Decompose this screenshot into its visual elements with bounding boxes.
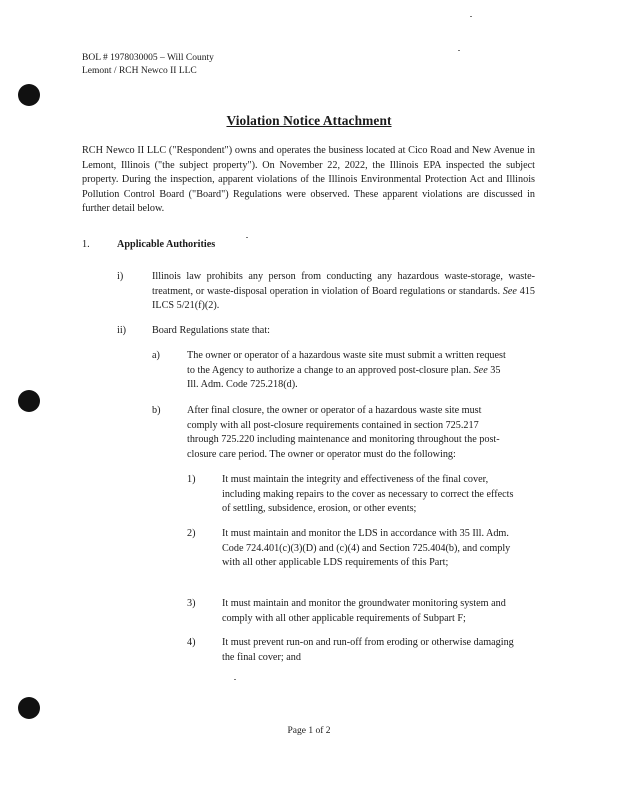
page-number-footer: Page 1 of 2 xyxy=(287,726,331,736)
item-ii-text: Board Regulations state that: xyxy=(152,325,270,336)
sub-item-text: It must maintain and monitor the groundwater monitoring system and comply with all other applicable requirements of Subpart F; xyxy=(222,598,506,624)
intro-paragraph: RCH Newco II LLC ("Respondent") owns and operates the business located at Cico Road and New Avenue in Lemont, Illinois ("the subject property"). On November 22, 2022, the Illinois EPA inspected the subject property. During the inspection, apparent violations of the Illinois Environmental Protection Act and Illinois Pollution Control Board ("Board") Regulations were observed. These apparent violations are discussed in further detail below. xyxy=(82,145,535,215)
scan-speck xyxy=(246,237,248,238)
punch-hole-top xyxy=(18,84,40,106)
sub-item-text: It must prevent run-on and run-off from eroding or otherwise damaging the final cover; and xyxy=(222,637,514,663)
item-i-body: Illinois law prohibits any person from conducting any hazardous waste-storage, waste-treatment, or waste-disposal operation in violation of Board regulations or standards. xyxy=(152,271,535,297)
sub-item-number: 1) xyxy=(187,474,196,485)
item-a-body: The owner or operator of a hazardous waste site must submit a written request to the Agency to authorize a change to an approved post-closure plan. xyxy=(187,350,506,376)
punch-hole-middle xyxy=(18,390,40,412)
item-b-text: After final closure, the owner or operator of a hazardous waste site must comply with all post-closure requirements contained in section 725.217 through 725.220 including maintenance and monitoring throughout the post-closure care period. The owner or operator must do the following: xyxy=(187,405,500,460)
sub-item-number: 2) xyxy=(187,528,196,539)
sub-item-number: 4) xyxy=(187,637,196,648)
item-b-number: b) xyxy=(152,405,161,416)
item-a-see: See xyxy=(473,364,488,376)
sub-item-number: 3) xyxy=(187,598,196,609)
scan-speck xyxy=(234,679,236,680)
document-header xyxy=(82,52,214,78)
section-number: 1. xyxy=(82,239,90,250)
section-title: Applicable Authorities xyxy=(117,239,216,250)
header-entity-line: Lemont / RCH Newco II LLC xyxy=(82,66,197,76)
punch-hole-bottom xyxy=(18,697,40,719)
sub-item-text: It must maintain the integrity and effectiveness of the final cover, including making repairs to the cover as necessary to correct the effects of settling, subsidence, erosion, or other events; xyxy=(222,474,514,515)
header-bol-line: BOL # 1978030005 – Will County xyxy=(82,53,214,63)
item-ii-number: ii) xyxy=(117,325,127,336)
item-i-number: i) xyxy=(117,271,124,282)
item-i-see: See xyxy=(502,285,517,297)
item-a-citation: 35 Ill. Adm. Code 725.218(d). xyxy=(187,364,501,391)
page-title: Violation Notice Attachment xyxy=(226,113,392,128)
scan-speck xyxy=(458,50,460,51)
item-i-text xyxy=(152,270,535,314)
scan-speck xyxy=(470,16,472,17)
item-a-text xyxy=(187,349,507,393)
item-a-number: a) xyxy=(152,350,160,361)
item-i-citation: 415 ILCS 5/21(f)(2). xyxy=(152,285,535,312)
sub-item-text: It must maintain and monitor the LDS in accordance with 35 Ill. Adm. Code 724.401(c)(3)(D) and (c)(4) and Section 725.404(b), and comply with all other applicable LDS requirements of this Part; xyxy=(222,528,511,569)
